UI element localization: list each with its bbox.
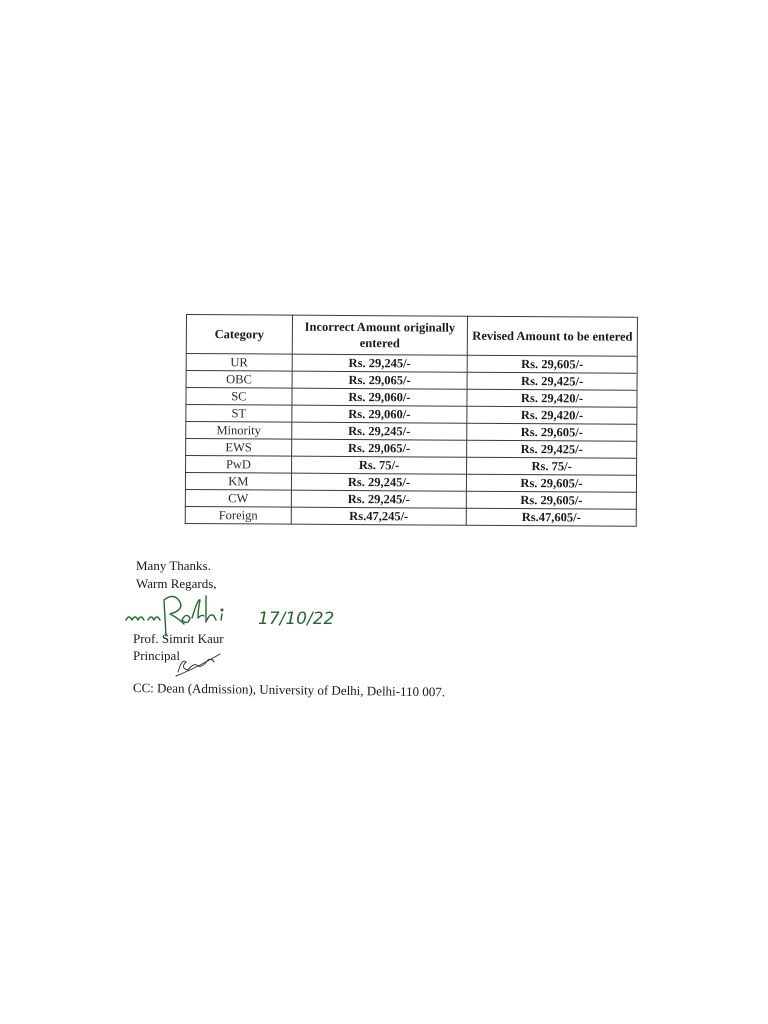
incorrect-amount-cell: Rs. 29,245/- bbox=[291, 473, 466, 491]
category-cell: Minority bbox=[186, 422, 292, 440]
incorrect-amount-cell: Rs. 29,065/- bbox=[292, 371, 467, 389]
table-row bbox=[186, 422, 637, 442]
category-cell: OBC bbox=[186, 371, 292, 389]
signatory-title: Principal bbox=[133, 648, 180, 663]
category-cell: Foreign bbox=[185, 506, 291, 524]
revised-amount-cell: Rs. 75/- bbox=[467, 457, 637, 475]
header-incorrect-amount: Incorrect Amount originally entered bbox=[292, 315, 468, 355]
revised-amount-cell: Rs. 29,605/- bbox=[466, 491, 636, 509]
incorrect-amount-cell: Rs. 29,065/- bbox=[291, 439, 466, 457]
incorrect-amount-cell: Rs. 29,245/- bbox=[292, 354, 467, 372]
header-category: Category bbox=[186, 315, 292, 355]
revised-amount-cell: Rs. 29,420/- bbox=[467, 406, 637, 424]
revised-amount-cell: Rs. 29,425/- bbox=[467, 440, 637, 458]
incorrect-amount-cell: Rs. 29,245/- bbox=[292, 422, 467, 440]
incorrect-amount-cell: Rs. 29,245/- bbox=[291, 490, 466, 508]
incorrect-amount-cell: Rs. 29,060/- bbox=[292, 405, 467, 423]
incorrect-amount-cell: Rs. 75/- bbox=[291, 456, 466, 474]
category-cell: EWS bbox=[186, 439, 292, 457]
category-cell: KM bbox=[185, 473, 291, 491]
revised-amount-cell: Rs. 29,420/- bbox=[467, 389, 637, 407]
cc-line: CC: Dean (Admission), University of Delhi, Delhi-110 007. bbox=[132, 680, 446, 700]
revised-amount-cell: Rs. 29,425/- bbox=[467, 372, 637, 390]
incorrect-amount-cell: Rs.47,245/- bbox=[291, 507, 466, 525]
revised-amount-cell: Rs. 29,605/- bbox=[467, 423, 637, 441]
category-cell: ST bbox=[186, 405, 292, 423]
table-row bbox=[185, 506, 636, 526]
signatory-name: Prof. Simrit Kaur bbox=[133, 631, 224, 646]
initials-signature bbox=[170, 648, 230, 678]
revised-amount-cell: Rs. 29,605/- bbox=[467, 474, 637, 492]
table-header-row bbox=[186, 315, 637, 357]
category-cell: SC bbox=[186, 388, 292, 406]
initials-drawing bbox=[170, 648, 230, 678]
revised-amount-cell: Rs.47,605/- bbox=[466, 508, 636, 526]
thanks-line: Many Thanks. bbox=[136, 558, 211, 573]
revised-amount-cell: Rs. 29,605/- bbox=[467, 355, 637, 373]
regards-line: Warm Regards, bbox=[136, 576, 217, 591]
category-cell: UR bbox=[186, 354, 292, 372]
category-cell: CW bbox=[185, 489, 291, 507]
category-cell: PwD bbox=[186, 456, 292, 474]
table-body bbox=[185, 354, 637, 527]
fee-correction-table bbox=[185, 314, 638, 527]
incorrect-amount-cell: Rs. 29,060/- bbox=[292, 388, 467, 406]
handwritten-date: 17/10/22 bbox=[258, 609, 335, 629]
closing-block bbox=[136, 557, 217, 593]
header-revised-amount: Revised Amount to be entered bbox=[467, 316, 637, 356]
